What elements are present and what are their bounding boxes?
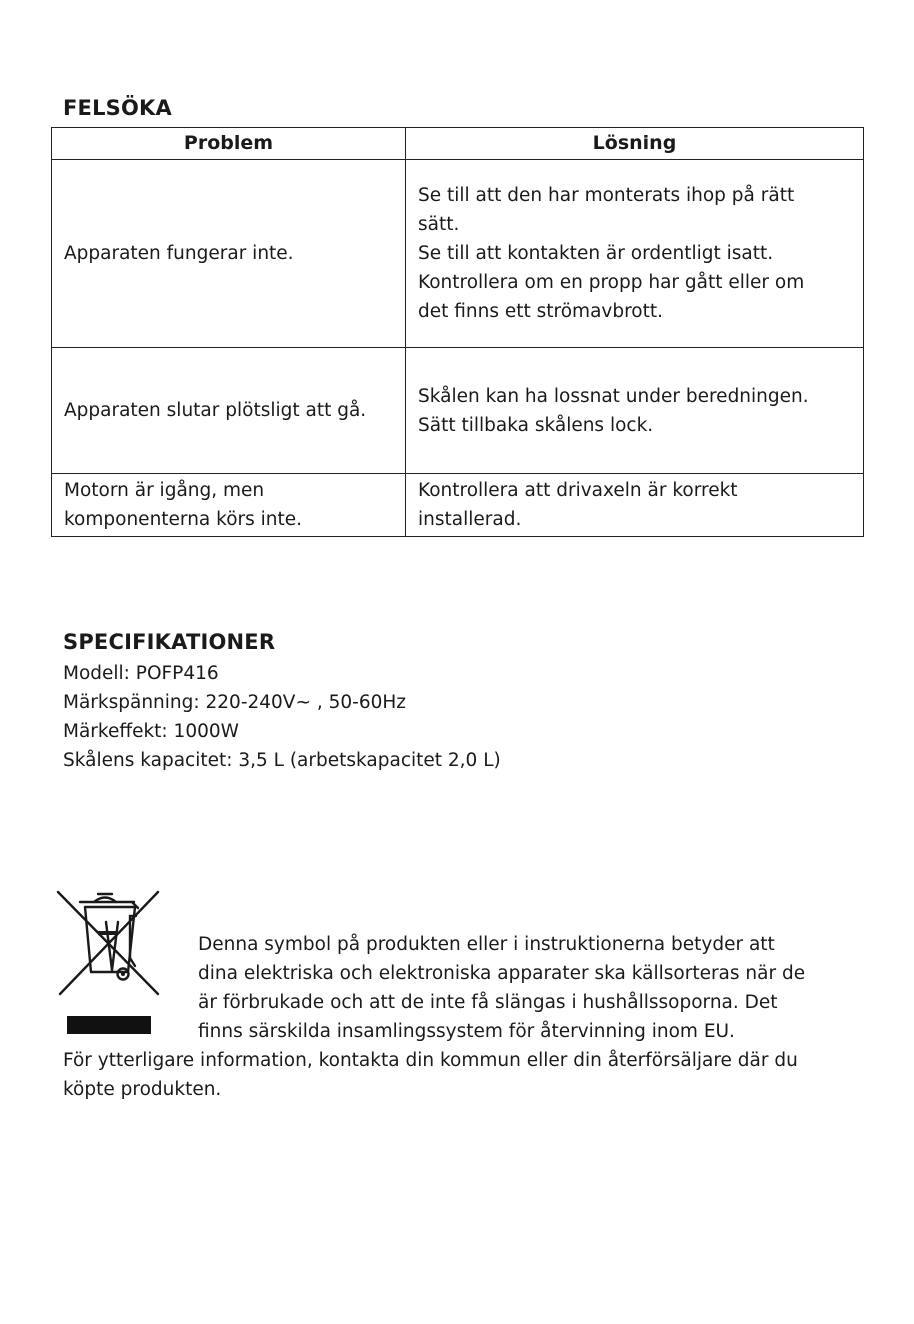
disposal-text-continued [63,1046,863,1104]
troubleshooting-title: FELSÖKA [63,96,172,120]
solution-text: det finns ett strömavbrott. [418,301,664,322]
specifications-list [63,659,501,775]
disposal-line: köpte produkten. [63,1079,222,1100]
disposal-line: För ytterligare information, kontakta din kommun eller din återförsäljare där du [63,1050,798,1071]
solution-text: Kontrollera om en propp har gått eller om [418,272,805,293]
troubleshooting-table [51,127,864,537]
spec-item: Märkeffekt: 1000W [63,721,239,742]
table-row [52,474,864,537]
disposal-line: dina elektriska och elektroniska apparater ska källsorteras när de [198,963,806,984]
solution-text: Sätt tillbaka skålens lock. [418,414,654,436]
solution-text: sätt. [418,214,460,235]
problem-text: Apparaten slutar plötsligt att gå. [64,400,367,421]
solution-cell [406,348,864,474]
disposal-text [198,930,858,1046]
disposal-line: finns särskilda insamlingssystem för återvinning inom EU. [198,1021,735,1042]
problem-cell [52,474,406,537]
problem-text: Motorn är igång, men [64,480,265,501]
table-row [52,348,864,474]
solution-text: Skålen kan ha lossnat under beredningen. [418,385,809,407]
problem-text: komponenterna körs inte. [64,509,303,530]
problem-text: Apparaten fungerar inte. [64,243,294,264]
problem-cell [52,160,406,348]
solution-text: Kontrollera att drivaxeln är korrekt [418,480,738,501]
header-problem: Problem [52,128,406,160]
crossed-out-wheelie-bin-icon [54,886,162,1038]
solution-text: Se till att den har monterats ihop på rätt [418,185,795,206]
disposal-line: är förbrukade och att de inte få slängas i hushållssoporna. Det [198,992,778,1013]
solution-cell [406,160,864,348]
solution-cell [406,474,864,537]
solution-text: Se till att kontakten är ordentligt isatt. [418,243,774,264]
problem-cell [52,348,406,474]
solution-text: installerad. [418,509,522,530]
disposal-line: Denna symbol på produkten eller i instruktionerna betyder att [198,934,775,955]
table-row [52,160,864,348]
spec-item: Modell: POFP416 [63,663,219,684]
specifications-title: SPECIFIKATIONER [63,630,276,654]
header-solution: Lösning [406,128,864,160]
spec-item: Skålens kapacitet: 3,5 L (arbetskapacitet 2,0 L) [63,750,501,771]
spec-item: Märkspänning: 220-240V~ , 50-60Hz [63,692,406,713]
